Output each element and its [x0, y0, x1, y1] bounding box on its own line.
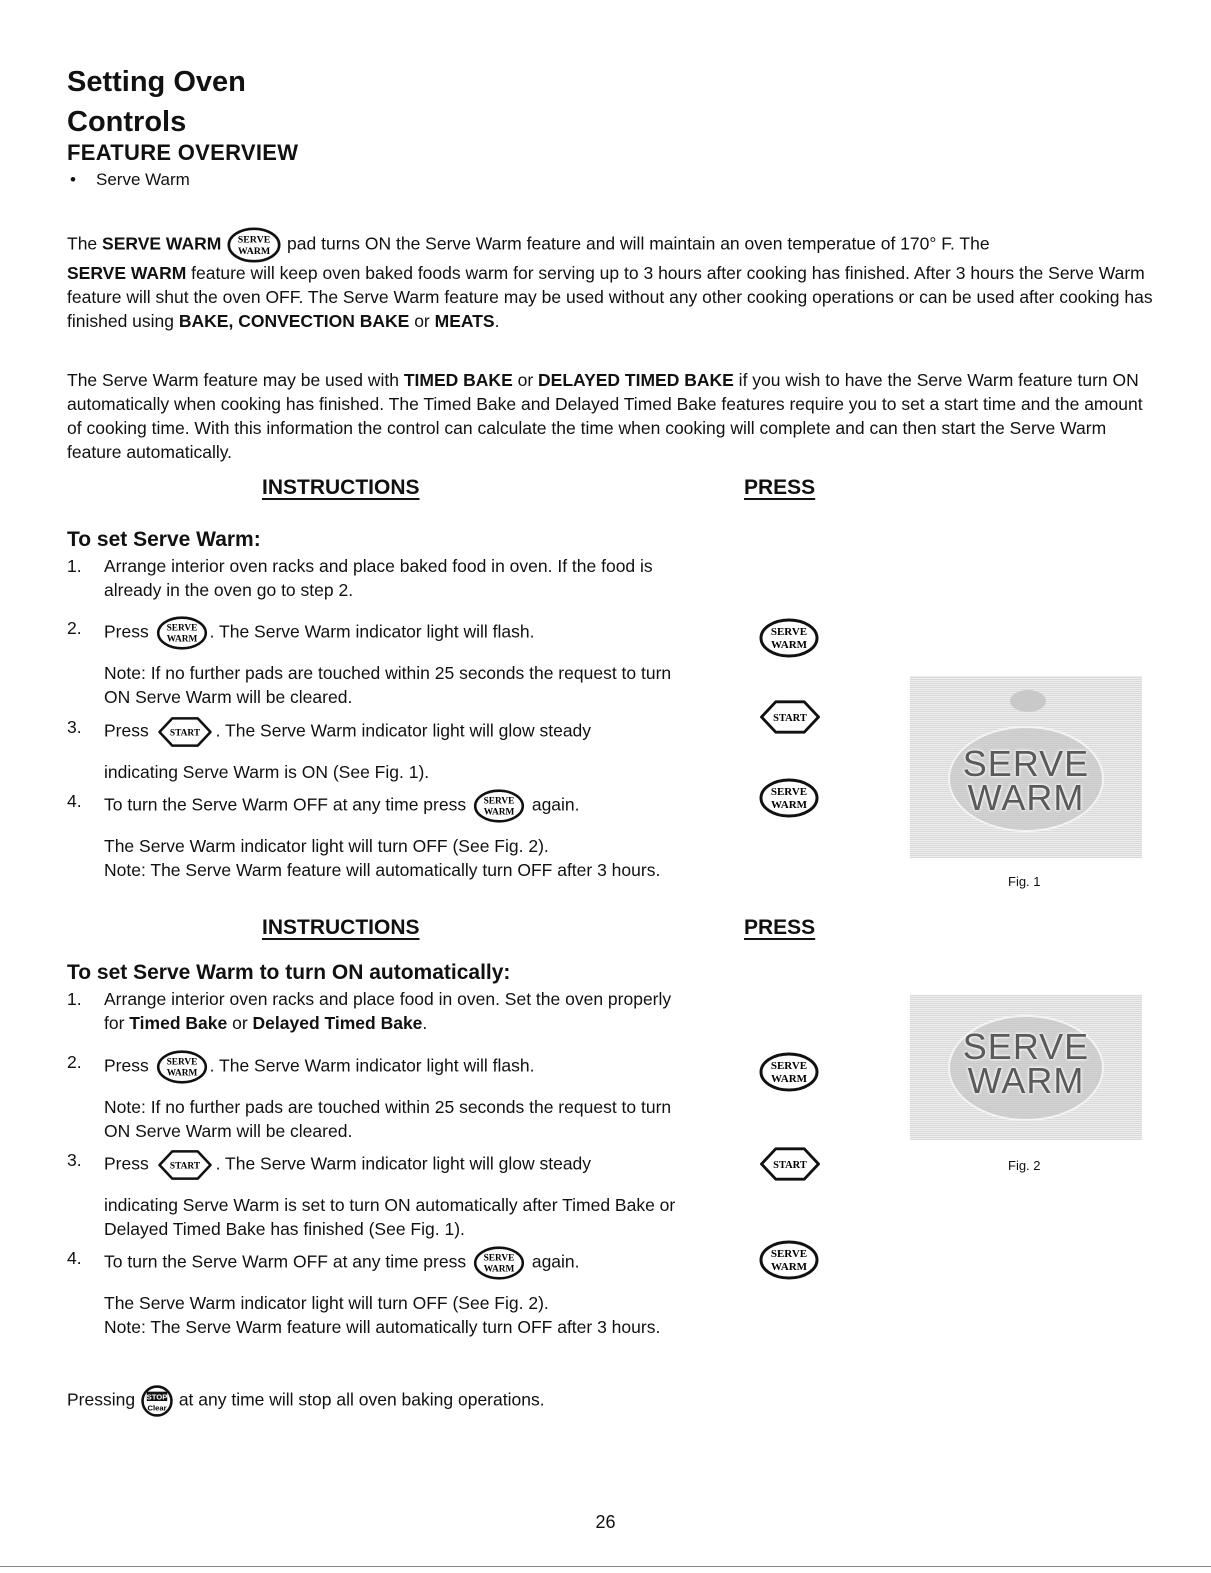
step-text: or	[227, 1013, 253, 1033]
step-number: 1.	[67, 989, 82, 1009]
figure-2-display	[910, 995, 1142, 1140]
title-line-1: Setting Oven	[67, 66, 246, 98]
page-title	[67, 62, 246, 142]
step-number: 2.	[67, 1052, 82, 1072]
figure-2-label-line-1: SERVE	[962, 1026, 1090, 1067]
section2-step-4	[67, 1246, 687, 1339]
step-text: Arrange interior oven racks and place food in oven. Set the oven properly for	[104, 989, 672, 1033]
section1-step-1	[67, 554, 687, 602]
step-text: Arrange interior oven racks and place baked food in oven. If the food is already in the oven go to step 2.	[104, 556, 653, 600]
intro-bold: MEATS	[434, 311, 495, 331]
feature-bullet: • Serve Warm	[70, 170, 190, 189]
step-text: . The Serve Warm indicator light will flash.	[209, 621, 535, 642]
figure-1-display	[910, 676, 1142, 858]
step-bold: Timed Bake	[129, 1013, 228, 1033]
step-bold: Delayed Timed Bake	[252, 1013, 423, 1033]
start-pad-icon	[154, 1148, 216, 1182]
intro-paragraph-3	[67, 368, 1157, 464]
press-start-icon	[758, 698, 822, 736]
step-number: 3.	[67, 717, 82, 737]
step-note: Note: If no further pads are touched within 25 seconds the request to turn ON Serve Warm will be cleared.	[104, 1097, 672, 1141]
figure-1-label-line-2: WARM	[967, 777, 1085, 818]
step-text: .	[422, 1013, 428, 1033]
section2-step-1	[67, 987, 687, 1035]
intro-bold: SERVE WARM	[102, 233, 222, 254]
section2-heading: To set Serve Warm to turn ON automatically:	[67, 961, 511, 984]
serve-warm-pad-icon	[154, 1050, 210, 1084]
step-text: Press	[104, 720, 154, 741]
intro-text: or	[409, 311, 435, 331]
press-heading: PRESS	[744, 916, 816, 939]
page-number: 26	[595, 1512, 616, 1532]
step-number: 4.	[67, 791, 82, 811]
title-line-2: Controls	[67, 106, 187, 138]
step-text: again.	[526, 794, 580, 815]
serve-warm-pad-icon	[154, 616, 210, 650]
stop-note	[67, 1384, 545, 1418]
intro-text: if you wish to have the Serve Warm feature turn ON automatically when cooking has finished. The Timed Bake and Delayed Timed Bake features require you to set a start time and the amount of cooking time. With this information the control can calculate the time when cooking will complete and can then start the Serve Warm feature automatically.	[67, 370, 1143, 462]
press-serve-warm-icon	[759, 618, 819, 658]
serve-warm-pad-icon	[471, 1246, 527, 1280]
intro-bold: SERVE WARM	[67, 263, 187, 283]
serve-warm-pad-icon	[471, 789, 527, 823]
section1-heading: To set Serve Warm:	[67, 528, 261, 551]
intro-paragraph-2	[67, 261, 1157, 333]
section2-step-2	[67, 1050, 687, 1143]
step-text: To turn the Serve Warm OFF at any time press	[104, 794, 471, 815]
intro-bold: BAKE, CONVECTION BAKE	[178, 311, 410, 331]
step-text: again.	[526, 1251, 580, 1272]
serve-warm-pad-icon	[226, 227, 282, 263]
intro-bold: DELAYED TIMED BAKE	[538, 370, 734, 390]
step-text: indicating Serve Warm is set to turn ON automatically after Timed Bake or Delayed Timed Bake has finished (See Fig. 1).	[104, 1195, 676, 1239]
step-text: . The Serve Warm indicator light will glow steady	[215, 720, 592, 741]
page-bottom-rule	[0, 1566, 1211, 1567]
step-text: Press	[104, 1055, 154, 1076]
press-serve-warm-icon	[759, 1240, 819, 1280]
figure-2-label-line-2: WARM	[967, 1060, 1085, 1101]
step-text: . The Serve Warm indicator light will glow steady	[215, 1153, 592, 1174]
section2-step-3	[67, 1148, 687, 1241]
press-start-icon	[758, 1145, 822, 1183]
stop-clear-pad-icon	[140, 1384, 174, 1418]
stop-note-text: Pressing	[67, 1389, 140, 1410]
section1-step-4	[67, 789, 687, 882]
section-subtitle: FEATURE OVERVIEW	[67, 140, 299, 165]
intro-bold: TIMED BAKE	[403, 370, 513, 390]
step-text: . The Serve Warm indicator light will flash.	[209, 1055, 535, 1076]
press-serve-warm-icon	[759, 778, 819, 818]
indicator-light-icon	[1010, 690, 1046, 712]
section1-step-2	[67, 616, 687, 709]
start-pad-icon	[154, 715, 216, 749]
stop-note-text: at any time will stop all oven baking operations.	[173, 1389, 545, 1410]
figure-2-caption: Fig. 2	[1008, 1158, 1041, 1173]
step-note: Note: If no further pads are touched within 25 seconds the request to turn ON Serve Warm will be cleared.	[104, 663, 672, 707]
intro-paragraph-1	[67, 227, 1157, 263]
instructions-heading: INSTRUCTIONS	[262, 476, 420, 499]
press-heading: PRESS	[744, 476, 816, 499]
figure-1-label-line-1: SERVE	[962, 743, 1090, 784]
step-text: The Serve Warm indicator light will turn OFF (See Fig. 2).	[104, 836, 549, 856]
step-text: To turn the Serve Warm OFF at any time press	[104, 1251, 471, 1272]
step-note: Note: The Serve Warm feature will automatically turn OFF after 3 hours.	[104, 860, 661, 880]
intro-text: .	[494, 311, 500, 331]
step-text: Press	[104, 1153, 154, 1174]
instructions-heading: INSTRUCTIONS	[262, 916, 420, 939]
feature-bullet-text: Serve Warm	[96, 170, 190, 189]
intro-text: The	[67, 233, 103, 254]
step-number: 3.	[67, 1150, 82, 1170]
step-text: Press	[104, 621, 154, 642]
step-text: The Serve Warm indicator light will turn OFF (See Fig. 2).	[104, 1293, 549, 1313]
section1-step-3	[67, 715, 687, 784]
step-number: 1.	[67, 556, 82, 576]
step-text: indicating Serve Warm is ON (See Fig. 1).	[104, 762, 430, 782]
step-number: 4.	[67, 1248, 82, 1268]
intro-text: or	[512, 370, 539, 390]
step-number: 2.	[67, 618, 82, 638]
intro-text: feature will keep oven baked foods warm for serving up to 3 hours after cooking has finished. After 3 hours the Serve Warm feature will shut the oven OFF. The Serve Warm feature may be used without any other cooking operations or can be used after cooking has finished using	[67, 263, 1153, 331]
intro-text: The Serve Warm feature may be used with	[67, 370, 404, 390]
step-note: Note: The Serve Warm feature will automatically turn OFF after 3 hours.	[104, 1317, 661, 1337]
press-serve-warm-icon	[759, 1052, 819, 1092]
figure-1-caption: Fig. 1	[1008, 874, 1041, 889]
intro-text: pad turns ON the Serve Warm feature and will maintain an oven temperatue of 170° F. The	[282, 233, 990, 254]
